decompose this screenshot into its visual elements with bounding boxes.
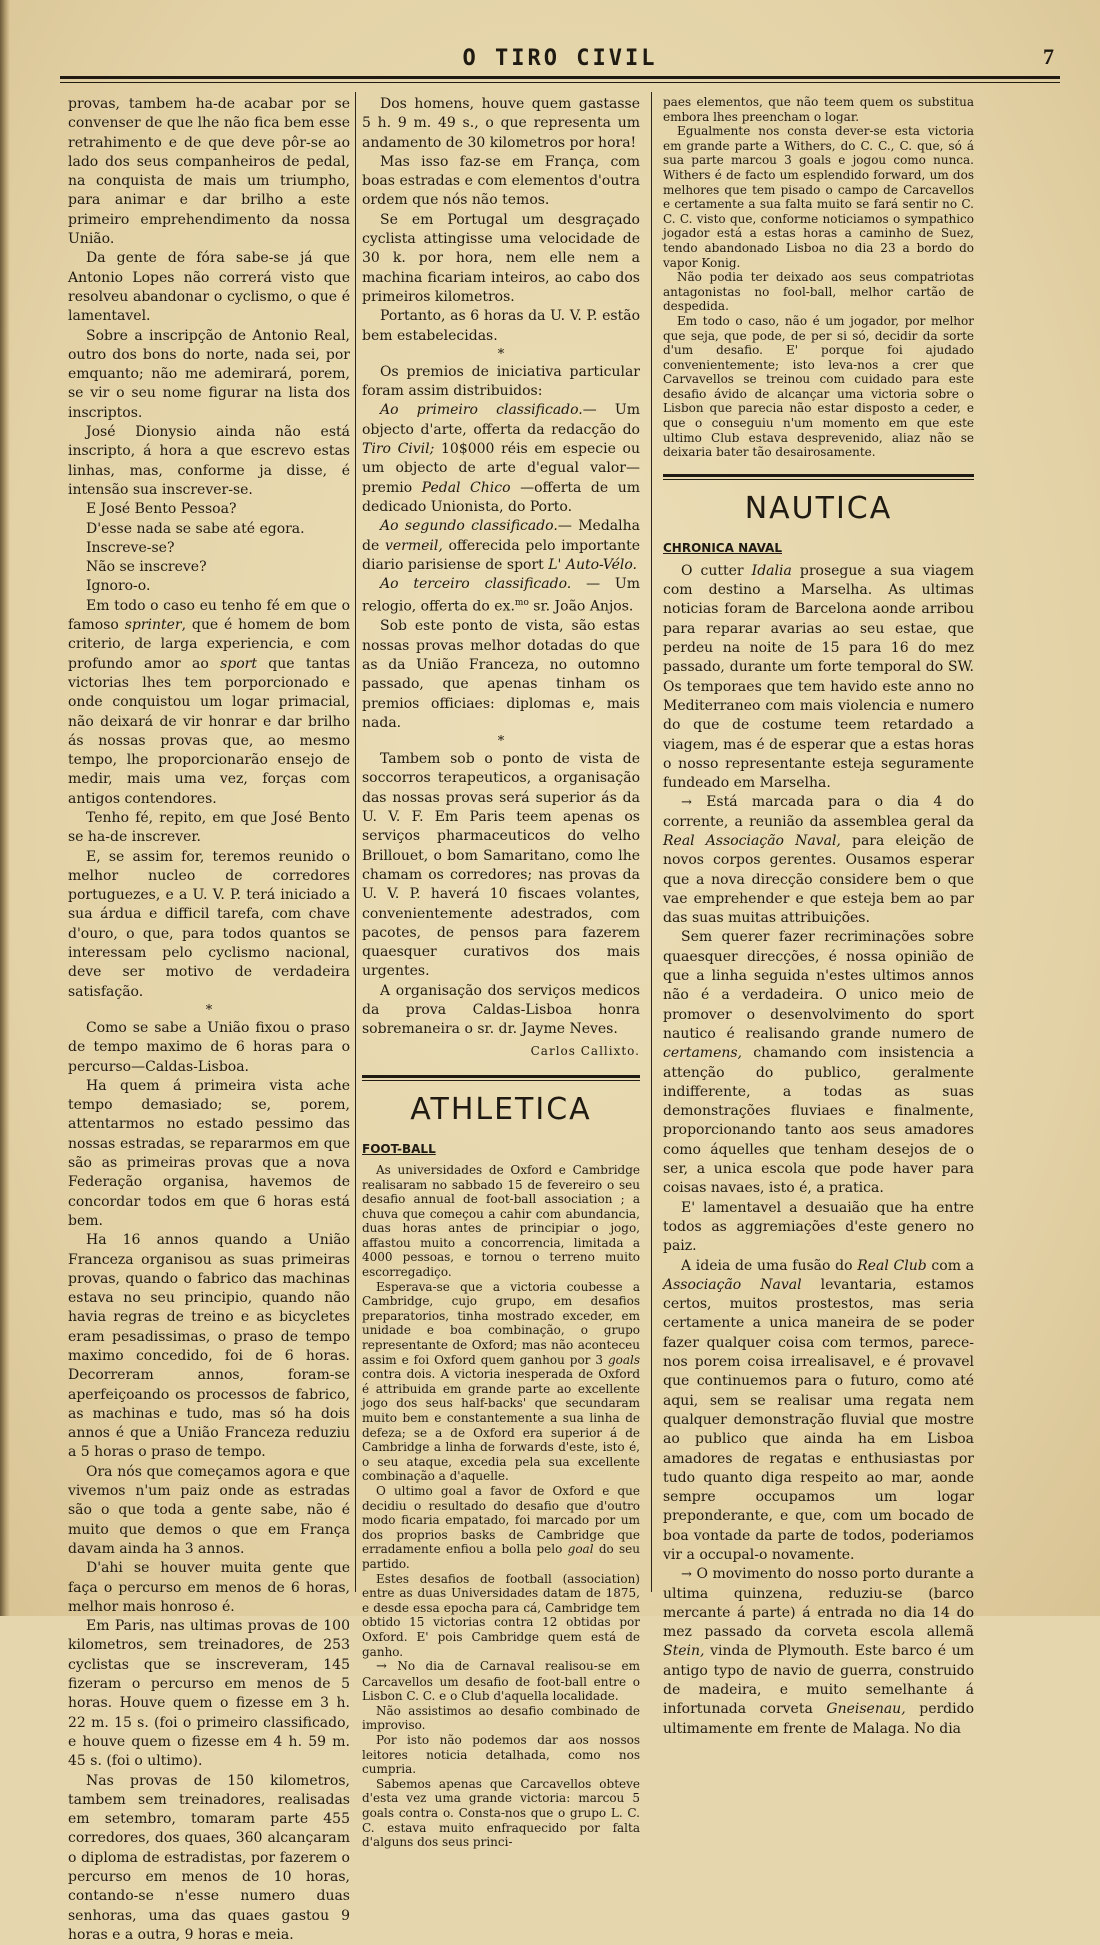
text: Em todo o caso eu tenho fé em que o famoso xyxy=(68,597,350,634)
football-article xyxy=(362,1163,640,1850)
paragraph xyxy=(68,597,350,809)
paragraph xyxy=(362,1484,640,1572)
text: sr. João Anjos. xyxy=(528,599,634,616)
prize-label: Ao primeiro classificado. xyxy=(380,402,583,419)
italic-text: Real Club xyxy=(857,1257,927,1274)
subsection-title-football: FOOT-BALL xyxy=(362,1141,436,1156)
paragraph: provas, tambem ha-de acabar por se convenser de que lhe não fica bem esse retrahimento e de que deve pôr-se ao lado dos seus companheiros de pedal, na conquista de mais um triumpho, para animar e dar brilho a este primeiro emprehendimento da nossa União. xyxy=(68,96,350,248)
paragraph: Ha 16 annos quando a União Franceza organisou as suas primeiras provas, quando o fabrico das machinas estava no seu principio, quando não havia regras de treino e as bicycletes eram pesadissimas, o praso de tempo maximo concedido, foi de 6 horas. Decorreram annos, foram-se aperfeiçoando os processos de fabrico, as machinas e tudo, mas só ha dois annos é que a União Franceza reduziu a 5 horas o praso de tempo. xyxy=(68,1232,350,1461)
column-3 xyxy=(663,95,975,1737)
text: O movimento do nosso porto durante a ultima quinzena, reduziu-se (barco mercante á parte) á entrada no dia 14 do mez passado da corveta escola allemã xyxy=(663,1566,974,1641)
prize-first xyxy=(362,401,640,517)
text: levantaria, estamos certos, muitos prostestos, mas seria certamente a unica maneira de se poder fazer qualquer coisa com termos, parece-nos porem coisa irrealisavel, e é provavel que continuemos para o futuro, como até aqui, sem se realisar uma regata nem qualquer demonstração fluvial que mostre ao publico que ainda ha em Lisboa amadores de regatas e enthusiastas por tudo quanto diga respeito ao mar, aonde sempre occupamos um logar preponderante, e que, com um bocado de boa vontade da parte de todos, poderiamos vir a occupal-o novamente. xyxy=(663,1276,974,1563)
paragraph: Egualmente nos consta dever-se esta victoria em grande parte a Withers, do C. C., C. que, só á sua parte marcou 3 goals e jogou como nunca. Withers é de facto um esplendido forward, um dos melhores que tem pisado o campo de Carcavellos e certamente a sua falta muito se fará sentir no C. C. C. visto que, conforme noticiamos o sympathico jogador está a estas horas a caminho de Suez, tendo abandonado Lisboa no dia 23 a bordo do vapor Konig. xyxy=(663,124,974,270)
paragraph: Da gente de fóra sabe-se já que Antonio Lopes não correrá visto que resolveu abandonar o cyclismo, o que é lamentavel. xyxy=(68,250,350,325)
text: O ultimo goal a favor de Oxford e que decidiu o resultado do desafio que d'outro modo ficaria empatado, foi marcado por um dos proprios basks de Cambridge que erradamente enfiou a bolla pelo xyxy=(362,1483,640,1557)
paragraph: Estes desafios de football (association) entre as duas Universidades datam de 1875, e desde essa epocha para cá, Cambridge tem obtido 15 victorias contra 12 obtidas por Oxford. E' pois Cambridge quem está de ganho. xyxy=(362,1571,640,1659)
text: 10$000 réis em especie ou um objecto de arte d'egual valor— premio xyxy=(362,441,640,496)
arrow-icon: → xyxy=(681,795,692,811)
italic-text: Idalia xyxy=(751,562,792,579)
text: para eleição de novos corpos gerentes. Ousamos esperar que a nova direcção considere bem o que vae emprehender e que esteja bem ao par das suas muitas attribuições. xyxy=(663,833,974,927)
text: offerecida pelo importante diario parisiense de sport xyxy=(362,537,640,573)
paragraph: Sob este ponto de vista, são estas nossas provas melhor dotadas do que as da União Franceza, no outomno passado, que apenas tinham os premios officiaes: diplomas e, mais nada. xyxy=(362,618,640,731)
text: A ideia de uma fusão do xyxy=(681,1257,858,1274)
italic-text: sprinter xyxy=(124,617,182,634)
subsection-title-chronica-naval: CHRONICA NAVAL xyxy=(663,540,782,555)
paragraph: Mas isso faz-se em França, com boas estradas e com elementos d'outra ordem que nós não temos. xyxy=(362,153,640,209)
italic-text: Gneisenau, xyxy=(826,1701,906,1718)
header-rule-thin xyxy=(60,82,1060,83)
italic-text: Stein, xyxy=(663,1643,705,1660)
arrow-icon: → xyxy=(376,1659,387,1675)
paragraph: Ha quem á primeira vista ache tempo demasiado; se, porem, attentarmos no estado pessimo das nossas estradas, se repararmos em que são as primeiras provas que a nova Federação organisa, havemos de concordar todos em que 6 horas está bem. xyxy=(68,1077,350,1229)
column-divider-2 xyxy=(651,92,652,1592)
text: Está marcada para o dia 4 do corrente, a reunião da assemblea geral da xyxy=(663,794,974,830)
paragraph: E José Bento Pessoa? xyxy=(86,501,237,518)
text: contra dois. A victoria inesperada de Oxford é attribuida em grande parte ao excellente jogo dos seus half-backs' que secundaram muito bem e constantemente a sua linha de defeza; se a de Oxford era superior á de Cambridge a linha de forwards d'este, isto é, o seu ataque, excedia pela sua excellente combinação a d'aquelle. xyxy=(362,1367,640,1484)
paragraph: José Dionysio ainda não está inscripto, á hora a que escrevo estas linhas, mas, conforme ja disse, é intensão sua inscrever-se. xyxy=(68,424,350,498)
text: perdido ultimamente em frente de Malaga. No dia xyxy=(663,1701,974,1737)
page-number: 7 xyxy=(1043,44,1054,69)
text: — Um relogio, offerta do ex. xyxy=(362,576,640,616)
text: No dia de Carnaval realisou-se em Carcavellos um desafio de foot-ball entre o Lisbon C. C. e o Club d'aquella localidade. xyxy=(362,1659,640,1704)
text: —offerta de um dedicado Unionista, do Porto. xyxy=(362,479,640,515)
paragraph xyxy=(362,1659,640,1704)
section-title-athletica: ATHLETICA xyxy=(410,1091,592,1127)
text: com a xyxy=(926,1257,974,1274)
paragraph: Se em Portugal um desgraçado cyclista attingisse uma velocidade de 30 k. por hora, nem elle nem a machina ficariam inteiros, ao cabo dos primeiros kilometros. xyxy=(362,211,640,305)
prize-third xyxy=(362,575,640,617)
italic-text: L' Auto-Vélo. xyxy=(548,556,637,573)
paragraph: Sobre a inscripção de Antonio Real, outro dos bons do norte, nada sei, por emquanto; não me ademirará, porem, se vir o seu nome figurar na lista dos inscriptos. xyxy=(68,327,350,421)
paragraph: Os premios de iniciativa particular foram assim distribuidos: xyxy=(362,363,640,400)
paragraph: D'ahi se houver muita gente que faça o percurso em menos de 6 horas, melhor mais honroso é. xyxy=(68,1560,350,1615)
italic-text: Associação Naval xyxy=(663,1276,802,1293)
paragraph: Nas provas de 150 kilometros, tambem sem treinadores, realisadas em setembro, tomaram parte 455 corredores, dos quaes, 360 alcançaram o diploma de estradistas, por fazerem o percurso em menos de 10 horas, contando-se n'esse numero duas senhoras, uma das quaes gastou 9 horas e a outra, 9 horas e meia. xyxy=(68,1772,350,1943)
italic-text: Real Associação Naval, xyxy=(663,833,841,849)
paragraph: A organisação dos serviços medicos da prova Caldas-Lisboa honra sobremaneira o sr. dr. Jayme Neves. xyxy=(362,982,640,1038)
text: chamando com insistencia a attenção do publico, geralmente indifferente, a todas as suas demonstrações fluviaes e finalmente, proporcionando tanto aos seus amadores como áquelles que tenham desejos de o ser, a unica escola que pode haver para coisas navaes, isto é, a pratica. xyxy=(663,1045,974,1197)
paragraph xyxy=(663,793,974,928)
paragraph xyxy=(663,562,974,794)
paragraph: Por isto não podemos dar aos nossos leitores noticia detalhada, como nos cumpria. xyxy=(362,1733,640,1777)
paragraph: E' lamentavel a desuaião que ha entre todos as aggremiações d'este genero no paiz. xyxy=(663,1199,974,1255)
prize-label: Ao terceiro classificado. xyxy=(380,576,572,593)
column-1 xyxy=(68,95,350,1943)
column-divider-1 xyxy=(355,92,356,1592)
text: — Medalha de xyxy=(362,518,640,554)
column-2 xyxy=(362,95,641,1850)
paragraph: Dos homens, houve quem gastasse 5 h. 9 m. 49 s., o que representa um andamento de 30 kilometros por hora! xyxy=(362,96,640,151)
text: prosegue a sua viagem com destino a Marselha. As ultimas noticias foram de Barcelona aonde arribou para reparar avarias ao seu estae, que perdeu na noite de 15 para 16 do mez passado, durante um forte temporal do SW. Os temporaes que tem havido este anno no Mediterraneo com mais violencia e numero do que de costume teem retardado a viagem, mas é de esperar que a estas horas o nosso representante esteja seguramente fundeado em Marselha. xyxy=(663,562,975,792)
italic-text: goal xyxy=(567,1542,594,1557)
section-rule xyxy=(663,474,974,480)
section-separator-star: * xyxy=(497,346,505,362)
text: Esperava-se que a victoria coubesse a Cambridge, cujo grupo, em desafios preparatorios, tinha mostrado exceder, em unidade e boa combinação, o grupo representante de Oxford; mas não aconteceu assim e foi Oxford quem ganhou por 3 xyxy=(362,1279,640,1367)
prize-second xyxy=(362,517,640,575)
italic-text: sport xyxy=(220,655,257,672)
arrow-icon: → xyxy=(681,1567,692,1583)
italic-text: vermeil, xyxy=(384,537,443,554)
newspaper-title: O TIRO CIVIL xyxy=(462,46,658,71)
paragraph: Tambem sob o ponto de vista de soccorros terapeuticos, a organisação das nossas provas será superior ás da U. V. F. Em Paris teem apenas os serviços pharmaceuticos do velho Brillouet, o bom Samaritano, como lhe chamam os corredores; nas provas da U. V. P. haverá 10 fiscaes volantes, convenientemente adestrados, com pacotes, de pensos para fazerem quaesquer curativos dos mais urgentes. xyxy=(362,751,640,980)
paragraph: D'esse nada se sabe até egora. xyxy=(86,520,305,537)
paragraph: Como se sabe a União fixou o praso de tempo maximo de 6 horas para o percurso—Caldas-Lisboa. xyxy=(68,1019,350,1075)
text: que tantas victorias lhes tem porporcionado e onde conquistou um logar primacial, não deixará de vir honrar e dar brilho ás nossas provas que, ao mesmo tempo, lhe proporcionarão ensejo de medir, mais uma vez, forças com antigos contendores. xyxy=(68,655,350,807)
italic-text: Tiro Civil; xyxy=(362,441,435,458)
paragraph: Em todo o caso, não é um jogador, por melhor que seja, que pode, de per si só, decidir da sorte d'um desafio. E' porque foi ajudado convenientemente; isto leva-nos a crer que Carvavellos se treinou com cuidado para este desafio ávido de alcançar uma victoria sobre o Lisbon que parecia não estar disposto a ceder, e que o conseguiu n'um momento em que este ultimo Club estava desprevenido, aliaz não se deixaria bater tão desairosamente. xyxy=(663,313,974,460)
section-rule xyxy=(362,1075,640,1081)
superscript: mo xyxy=(514,598,529,609)
section-separator-star: * xyxy=(205,1002,213,1018)
paragraph xyxy=(663,1257,974,1566)
text: vinda de Plymouth. Este barco é um antigo typo de navio de guerra, construido de madeira, e muito semelhante á infortunada corveta xyxy=(663,1643,974,1718)
text: O cutter xyxy=(681,562,752,579)
text: — Um objecto d'arte, offerta da redacção do xyxy=(362,402,640,438)
page-header xyxy=(60,40,1060,76)
paragraph: paes elementos, que não teem quem os substitua embora lhes preencham o logar. xyxy=(663,95,974,124)
paragraph: Tenho fé, repito, em que José Bento se ha-de inscrever. xyxy=(68,809,350,846)
text: , que é homem de bom criterio, de larga experiencia, e com profundo amor ao xyxy=(68,617,350,672)
header-rule-thick xyxy=(60,76,1060,79)
paragraph: Portanto, as 6 horas da U. V. P. estão bem estabelecidas. xyxy=(362,308,640,344)
paragraph xyxy=(362,1280,640,1484)
section-title-nautica: NAUTICA xyxy=(744,490,893,526)
page-edge xyxy=(0,0,10,1616)
paragraph: Ora nós que começamos agora e que vivemos n'um paiz onde as estradas são o que toda a gente sabe, não é muito que demos o que em França davam ainda ha 3 annos. xyxy=(68,1463,350,1557)
paragraph: Sabemos apenas que Carcavellos obteve d'esta vez uma grande victoria: marcou 5 goals contra o. Consta-nos que o grupo L. C. C. estava muito enfraquecido por falta d'alguns dos seus princi- xyxy=(362,1776,640,1850)
paragraph: As universidades de Oxford e Cambridge realisaram no sabbado 15 de fevereiro o seu desafio annual de foot-ball association ; a chuva que começou a cahir com abundancia, duas horas antes de principiar o jogo, affastou muito a concorrencia, limitada a 4000 pessoas, e tornou o terreno muito escorregadiço. xyxy=(362,1162,640,1280)
italic-text: Pedal Chico xyxy=(421,479,511,496)
prize-label: Ao segundo classificado. xyxy=(380,518,558,535)
author-signature: Carlos Callixto. xyxy=(530,1043,640,1058)
paragraph: Inscreve-se? xyxy=(86,539,175,556)
italic-text: goals xyxy=(607,1352,640,1367)
paragraph: Não se inscreve? xyxy=(86,559,207,576)
italic-text: certamens, xyxy=(663,1045,743,1062)
paragraph: E, se assim for, teremos reunido o melhor nucleo de corredores portuguezes, e a U. V. P. terá iniciado a sua árdua e difficil tarefa, com chave d'ouro, o que, para todos quantos se interessam pelo cyclismo nacional, deve ser motivo de verdadeira satisfação. xyxy=(68,848,350,1000)
paragraph xyxy=(663,928,974,1198)
paragraph: Em Paris, nas ultimas provas de 100 kilometros, sem treinadores, de 253 cyclistas que se inscreveram, 145 fizeram o percurso em menos de 5 horas. Houve quem o fizesse em 3 h. 22 m. 15 s. (foi o primeiro classificado, e houve quem o fizesse em 4 h. 59 m. 45 s. (foi o ultimo). xyxy=(68,1618,350,1770)
section-separator-star: * xyxy=(497,734,505,750)
paragraph: Não assistimos ao desafio combinado de improviso. xyxy=(362,1703,640,1733)
text: Sem querer fazer recriminações sobre quaesquer direcções, é nossa opinião de que a linha seguida n'estes ultimos annos não é a verdadeira. O unico meio de promover o desenvolvimento do sport nautico é realisando grande numero de xyxy=(663,929,974,1042)
football-article-continued xyxy=(663,95,974,460)
text: do seu partido. xyxy=(362,1542,641,1571)
paragraph: Ignoro-o. xyxy=(86,578,151,595)
paragraph: Não podia ter deixado aos seus compatriotas antagonistas no fool-ball, melhor cartão de despedida. xyxy=(663,270,974,314)
paragraph xyxy=(663,1565,974,1739)
